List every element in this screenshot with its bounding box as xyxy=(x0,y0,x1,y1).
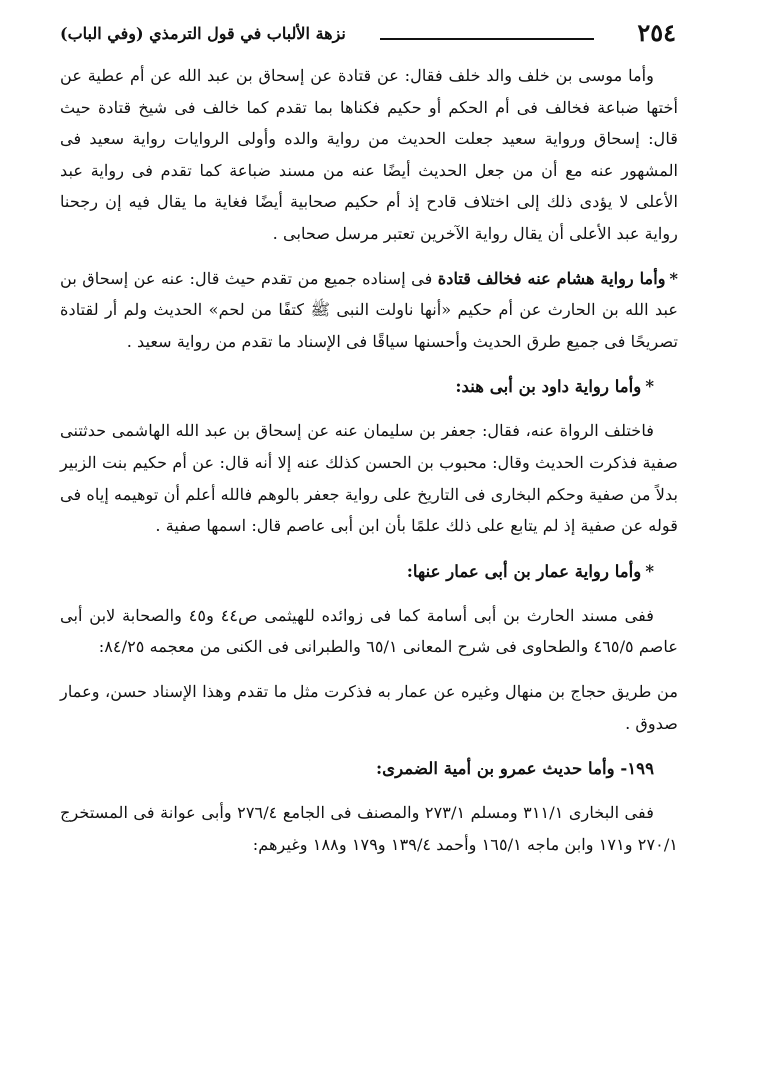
book-page xyxy=(60,14,678,1054)
heading-dawud xyxy=(60,370,678,402)
paragraph-hajjaj xyxy=(60,676,678,739)
section-marker: * xyxy=(645,560,654,581)
heading-text: وأما رواية عمار بن أبى عمار عنها: xyxy=(406,560,642,581)
paragraph-text: وأما موسى بن خلف والد خلف فقال: عن قتادة عن إسحاق بن عبد الله عن أم عطية عن أختها ضباعة فخالف فى أم الحكم أو حكيم فكناها بما تقدم كما خالف فى شيخ قتادة حيث قال: إسحاق ورواية سعيد جعلت الحديث من رواية والده وأولى الروايات رواية سعيد فى المشهور عنه مع أن من جعل الحديث أيضًا عنه من مسند ضباعة كما تقدم فى رواية عبد الأعلى لا يؤدى ذلك إلى اختلاف قادح إذ أم حكيم صحابية أيضًا فغاية ما يقال فيه إن رجحنا رواية عبد الأعلى أن يقال رواية الآخرين تعتبر مرسل صحابى . xyxy=(60,66,678,243)
page-header xyxy=(60,18,678,58)
heading-text: وأما رواية داود بن أبى هند: xyxy=(455,376,642,397)
paragraph-text: ففى مسند الحارث بن أبى أسامة كما فى زوائده للهيثمى ص٤٤ و٤٥ والصحابة لابن أبى عاصم ٤٦٥/٥ والطحاوى فى شرح المعانى ٦٥/١ والطبرانى فى الكنى من معجمه ٨٤/٢٥: xyxy=(60,605,678,657)
paragraph-bukhari-sources xyxy=(60,797,678,860)
paragraph-ammar-sources xyxy=(60,600,678,663)
running-title: نزهة الألباب في قول الترمذي (وفي الباب) xyxy=(60,24,346,43)
page-body xyxy=(60,60,678,873)
heading-ammar xyxy=(60,555,678,587)
paragraph-text: فاختلف الرواة عنه، فقال: جعفر بن سليمان عنه عن إسحاق بن عبد الله الهاشمى حدثتنى صفية فذكرت الحديث وقال: محبوب بن الحسن كذلك عنه إلا أنه قال: عن أم حكيم بنت الزبير بدلاً من صفية وحكم البخارى فى التاريخ على رواية جعفر بالوهم فالله أعلم أن توهيمه إياه فى قوله عن صفية إذ لم يتابع على ذلك علمًا بأن ابن أبى عاصم قال: اسمها صفية . xyxy=(60,421,678,536)
paragraph-musa-ibn-khalaf xyxy=(60,60,678,250)
paragraph-dawud-narrators xyxy=(60,415,678,541)
paragraph-text: من طريق حجاج بن منهال وغيره عن عمار به فذكرت مثل ما تقدم وهذا الإسناد حسن، وعمار صدوق . xyxy=(60,681,678,733)
paragraph-text: ففى البخارى ٣١١/١ ومسلم ٢٧٣/١ والمصنف فى الجامع ٢٧٦/٤ وأبى عوانة فى المستخرج ٢٧٠/١ و١٧١ وابن ماجه ١٦٥/١ وأحمد ١٣٩/٤ و١٧٩ و١٨٨ وغيرهم: xyxy=(60,803,678,854)
heading-hadith-199 xyxy=(60,752,678,784)
page-number: ٢٥٤ xyxy=(637,18,676,47)
paragraph-hisham xyxy=(60,263,678,358)
header-rule xyxy=(380,38,594,40)
section-marker: * xyxy=(645,376,654,397)
paragraph-text: فى إسناده جميع من تقدم حيث قال: عنه عن إسحاق بن عبد الله بن الحارث عن أم حكيم «أنها ناولت النبى ﷺ كتفًا من لحم» الحديث ولم أر لقتادة تصريحًا فى جميع طرق الحديث وأحسنها سياقًا فى الإسناد ما تقدم من رواية سعيد . xyxy=(60,268,678,351)
heading-text: ١٩٩- وأما حديث عمرو بن أمية الضمرى: xyxy=(376,758,654,779)
section-marker: * xyxy=(669,268,678,288)
paragraph-lead: وأما رواية هشام عنه فخالف قتادة xyxy=(437,268,666,288)
